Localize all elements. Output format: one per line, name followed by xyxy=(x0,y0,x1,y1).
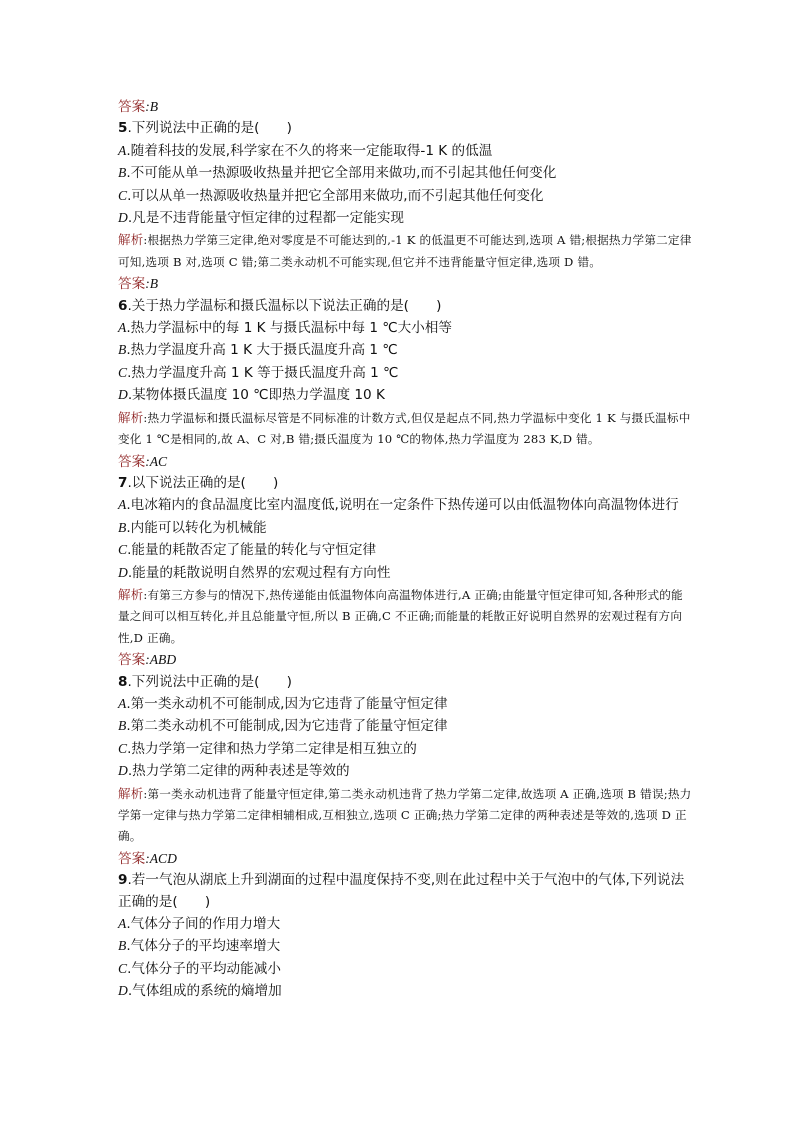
option xyxy=(118,517,692,539)
answer-value: :ABD xyxy=(145,652,177,668)
option-letter: B xyxy=(118,718,127,734)
answer-line xyxy=(118,649,692,671)
option-letter: C xyxy=(118,187,128,203)
option-letter: C xyxy=(118,364,128,380)
question-stem xyxy=(118,118,692,139)
option xyxy=(118,935,692,957)
question-number: 8 xyxy=(118,673,128,690)
question-text: .下列说法中正确的是( ) xyxy=(127,120,292,137)
analysis-label: 解析 xyxy=(118,785,144,801)
option xyxy=(118,162,692,184)
option-letter: A xyxy=(118,497,127,513)
option-text: .气体分子间的作用力增大 xyxy=(126,916,281,933)
question-stem xyxy=(118,870,692,913)
option-letter: B xyxy=(118,938,127,954)
option xyxy=(118,562,692,584)
option-letter: D xyxy=(118,763,128,779)
document-page xyxy=(118,96,692,1003)
option xyxy=(118,384,692,406)
option-text: .热力学第二定律的两种表述是等效的 xyxy=(127,763,350,780)
question-number: 6 xyxy=(118,297,128,314)
option-letter: B xyxy=(118,342,127,358)
option xyxy=(118,539,692,561)
question-number: 5 xyxy=(118,120,128,137)
option-letter: C xyxy=(118,960,128,976)
option-text: .第一类永动机不可能制成,因为它违背了能量守恒定律 xyxy=(126,695,448,712)
question-number: 7 xyxy=(118,474,128,491)
option-text: .热力学第一定律和热力学第二定律是相互独立的 xyxy=(127,740,417,757)
answer-label: 答案 xyxy=(118,99,146,115)
question-text: .下列说法中正确的是( ) xyxy=(127,673,292,690)
option-letter: D xyxy=(118,983,128,999)
option xyxy=(118,140,692,162)
answer-label: 答案 xyxy=(118,850,146,867)
option xyxy=(118,693,692,715)
analysis-text: :根据热力学第三定律,绝对零度是不可能达到的,-1 K 的低温更不可能达到,选项 A 错;根据热力学第二定律可知,选项 B 对,选项 C 错;第二类永动机不可能实现,但它并不违背能量守恒定律,选项 D 错。 xyxy=(118,233,692,269)
answer-label: 答案 xyxy=(118,453,146,470)
analysis-label: 解析 xyxy=(118,586,144,602)
option xyxy=(118,494,692,516)
option-text: .能量的耗散说明自然界的宏观过程有方向性 xyxy=(127,564,391,581)
analysis-block xyxy=(118,407,692,451)
option-text: .气体分子的平均速率增大 xyxy=(126,938,281,955)
option-letter: A xyxy=(118,320,127,336)
option xyxy=(118,339,692,361)
option xyxy=(118,362,692,384)
option xyxy=(118,715,692,737)
option-text: .热力学温度升高 1 K 等于摄氏温度升高 1 ℃ xyxy=(127,364,399,381)
analysis-text: :第一类永动机违背了能量守恒定律,第二类永动机违背了热力学第二定律,故选项 A 正确,选项 B 错误;热力学第一定律与热力学第二定律相辅相成,互相独立,选项 C 正确;热力学第二定律的两种表述是等效的,选项 D 正确。 xyxy=(118,786,692,844)
analysis-block xyxy=(118,229,692,273)
option xyxy=(118,738,692,760)
analysis-label: 解析 xyxy=(118,409,144,425)
question-stem xyxy=(118,296,692,317)
option-text: .凡是不违背能量守恒定律的过程都一定能实现 xyxy=(127,210,405,227)
option-text: .第二类永动机不可能制成,因为它违背了能量守恒定律 xyxy=(126,718,448,735)
option-letter: D xyxy=(118,564,128,580)
option-text: .可以从单一热源吸收热量并把它全部用来做功,而不引起其他任何变化 xyxy=(127,187,544,204)
option xyxy=(118,958,692,980)
option-text: .不可能从单一热源吸收热量并把它全部用来做功,而不引起其他任何变化 xyxy=(126,165,557,182)
option xyxy=(118,207,692,229)
option-letter: A xyxy=(118,142,127,158)
option-text: .气体分子的平均动能减小 xyxy=(127,960,281,977)
analysis-text: :有第三方参与的情况下,热传递能由低温物体向高温物体进行,A 正确;由能量守恒定律可知,各种形式的能量之间可以相互转化,并且总能量守恒,所以 B 正确,C 不正确;而能量的耗散正好说明自然界的宏观过程有方向性,D 正确。 xyxy=(118,587,683,645)
option xyxy=(118,317,692,339)
question-text: .以下说法正确的是( ) xyxy=(127,474,279,491)
option-text: .热力学温标中的每 1 K 与摄氏温标中每 1 ℃大小相等 xyxy=(126,320,452,337)
question-number: 9 xyxy=(118,872,128,889)
option xyxy=(118,760,692,782)
answer-label: 答案 xyxy=(118,276,146,293)
answer-label: 答案 xyxy=(118,652,146,669)
answer-value: :ACD xyxy=(145,850,177,866)
option xyxy=(118,913,692,935)
answer-line xyxy=(118,273,692,295)
analysis-label: 解析 xyxy=(118,232,144,248)
option-letter: C xyxy=(118,542,128,558)
analysis-text: :热力学温标和摄氏温标尽管是不同标准的计数方式,但仅是起点不同,热力学温标中变化 1 K 与摄氏温标中变化 1 ℃是相同的,故 A、C 对,B 错;摄氏温度为 10 ℃的物体,热力学温度为 283 K,D 错。 xyxy=(118,410,691,447)
option xyxy=(118,185,692,207)
answer-value: :B xyxy=(145,276,159,292)
answer-line xyxy=(118,848,692,870)
option-text: .气体组成的系统的熵增加 xyxy=(127,983,282,1000)
analysis-block xyxy=(118,584,692,649)
answer-value: :AC xyxy=(145,453,168,469)
option-letter: B xyxy=(118,165,127,181)
analysis-block xyxy=(118,783,692,848)
question-stem xyxy=(118,672,692,693)
answer-line xyxy=(118,451,692,473)
option-letter: B xyxy=(118,519,127,535)
question-text: .若一气泡从湖底上升到湖面的过程中温度保持不变,则在此过程中关于气泡中的气体,下列说法正确的是( ) xyxy=(118,872,685,910)
option-text: .热力学温度升高 1 K 大于摄氏温度升高 1 ℃ xyxy=(126,342,398,359)
option-text: .随着科技的发展,科学家在不久的将来一定能取得-1 K 的低温 xyxy=(126,142,493,159)
option-letter: A xyxy=(118,916,127,932)
option-letter: C xyxy=(118,740,128,756)
option-text: .某物体摄氏温度 10 ℃即热力学温度 10 K xyxy=(127,387,385,404)
option-letter: D xyxy=(118,387,128,403)
question-text: .关于热力学温标和摄氏温标以下说法正确的是( ) xyxy=(127,297,442,314)
question-stem xyxy=(118,473,692,494)
option xyxy=(118,980,692,1002)
answer-line xyxy=(118,96,692,118)
option-text: .电冰箱内的食品温度比室内温度低,说明在一定条件下热传递可以由低温物体向高温物体进行 xyxy=(126,497,679,514)
answer-value: :B xyxy=(145,99,159,114)
option-text: .内能可以转化为机械能 xyxy=(126,519,267,536)
option-letter: D xyxy=(118,210,128,226)
option-letter: A xyxy=(118,695,127,711)
option-text: .能量的耗散否定了能量的转化与守恒定律 xyxy=(127,542,377,559)
